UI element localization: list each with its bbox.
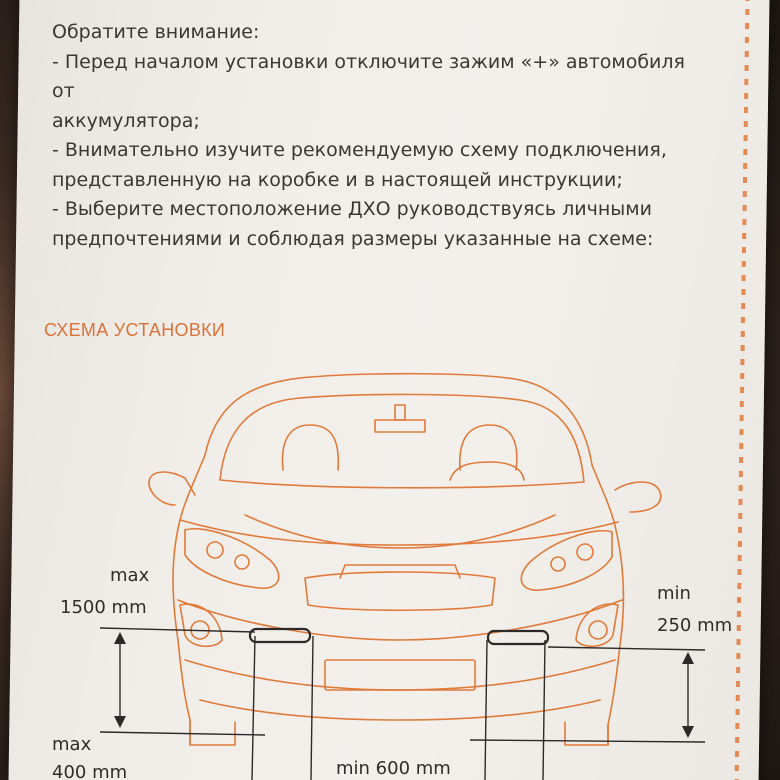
notice-line: - Перед началом установки отключите зажим «+» автомобиля от bbox=[52, 50, 685, 102]
bumper bbox=[178, 600, 622, 640]
min-height-value: 250 mm bbox=[657, 615, 733, 636]
notice-line: - Выберите местоположение ДХО руководствуясь личными bbox=[52, 198, 652, 220]
notice-line: представленную на коробке и в настоящей инструкции; bbox=[52, 168, 623, 191]
foglight-right bbox=[576, 604, 618, 646]
min-between-label: min 600 mm bbox=[336, 758, 451, 779]
license-plate bbox=[325, 660, 475, 690]
min-height-label: min bbox=[657, 583, 691, 604]
notice-line: предпочтениями и соблюдая размеры указанные на схеме: bbox=[52, 227, 654, 250]
max-side-label: max bbox=[52, 734, 92, 755]
seat-left bbox=[282, 425, 338, 470]
foglight-left bbox=[180, 604, 222, 646]
scheme-heading: СХЕМА УСТАНОВКИ bbox=[44, 320, 226, 340]
mirror-right bbox=[615, 482, 661, 512]
max-height-label: max bbox=[110, 565, 150, 586]
notice-title: Обратите внимание: bbox=[52, 21, 260, 43]
drl-lamp-left bbox=[250, 629, 310, 642]
headlight-right bbox=[521, 531, 612, 590]
windshield bbox=[220, 394, 584, 487]
mirror-bar bbox=[375, 420, 425, 432]
max-height-value: 1500 mm bbox=[60, 597, 147, 618]
grille bbox=[305, 572, 495, 610]
steering-wheel bbox=[450, 462, 524, 480]
notice-line: аккумулятора; bbox=[52, 109, 200, 132]
max-side-value: 400 mm bbox=[52, 762, 128, 780]
seat-right bbox=[460, 425, 517, 470]
notice-line: - Внимательно изучите рекомендуемую схему подключения, bbox=[52, 139, 667, 161]
mirror-left bbox=[149, 472, 195, 505]
dim-right-top-line bbox=[548, 647, 705, 650]
